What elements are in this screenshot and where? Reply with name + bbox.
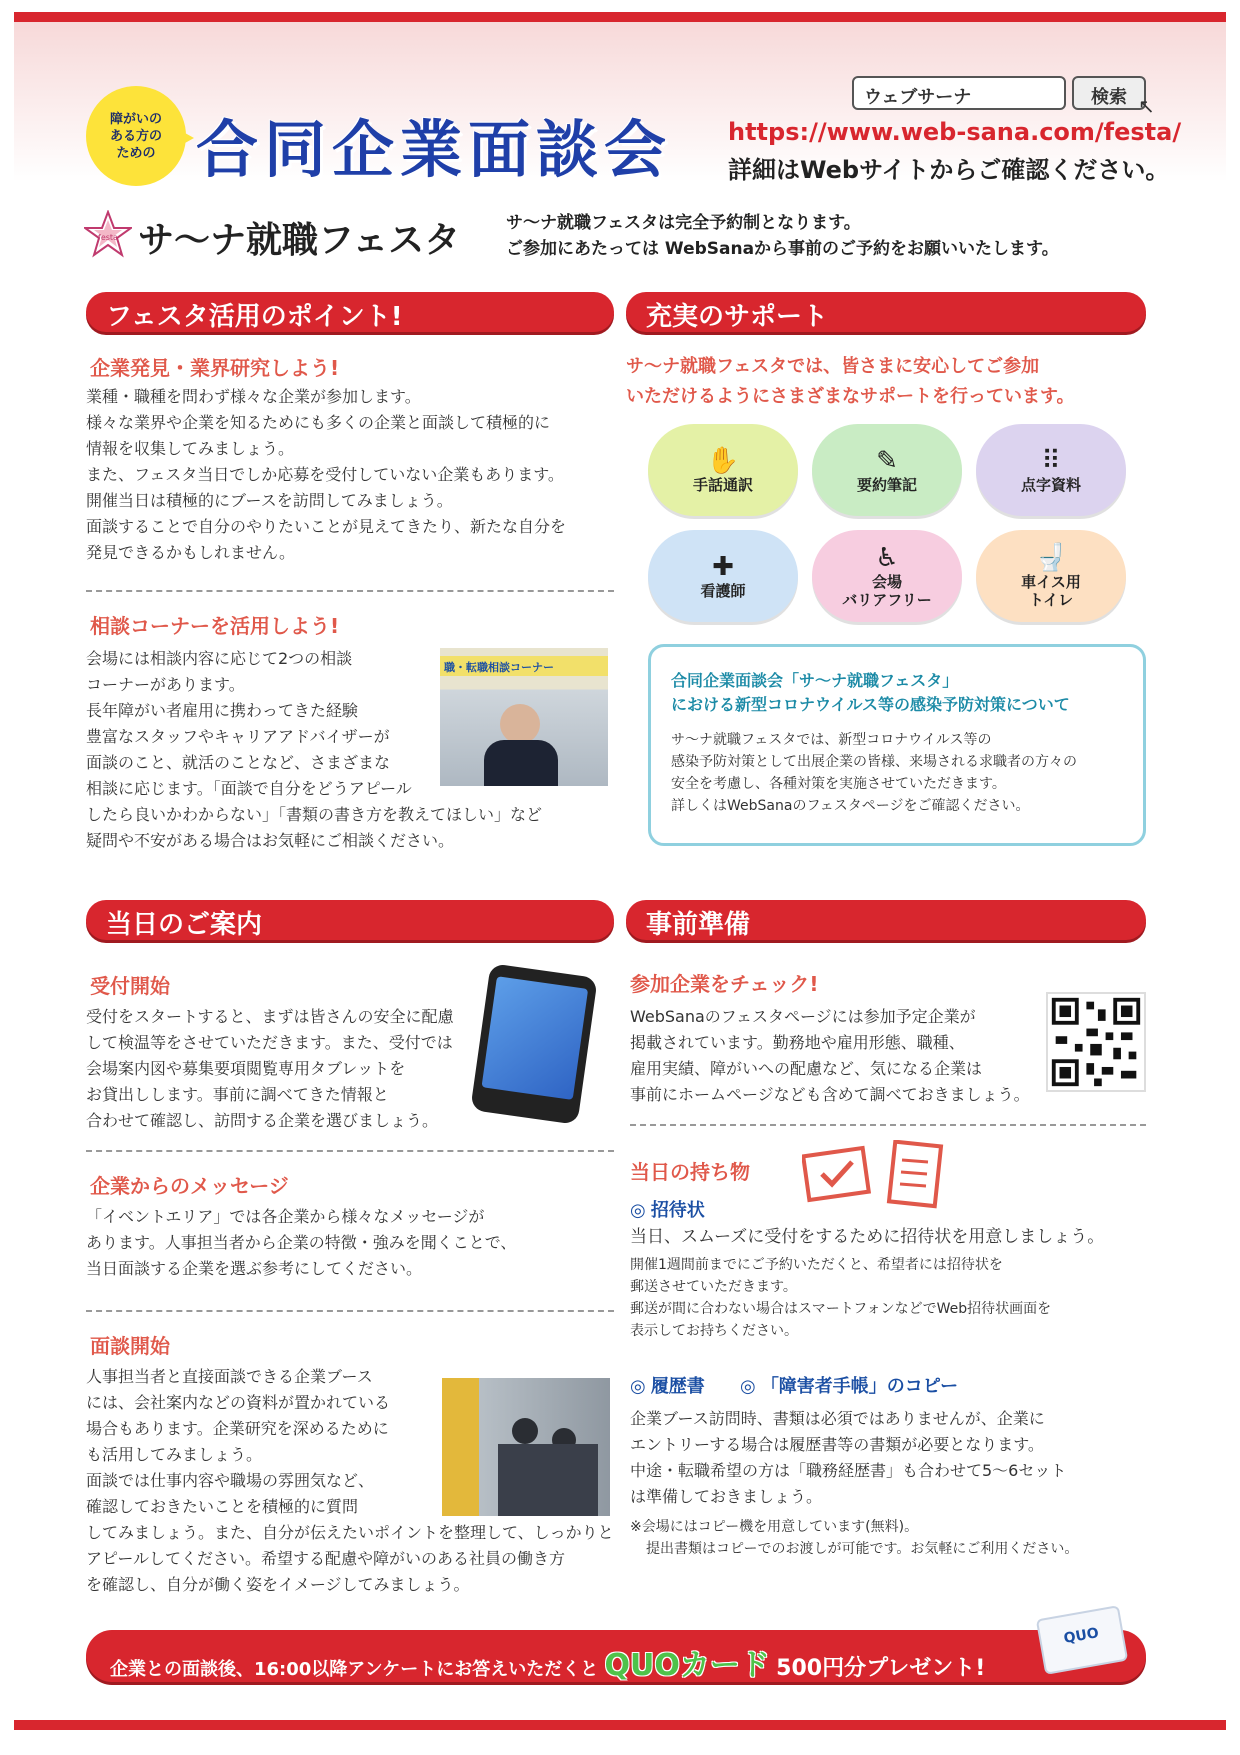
- toilet-icon: 🚽: [1034, 543, 1068, 573]
- support-sign-language: [648, 424, 798, 516]
- copy-machine-note: [630, 1516, 1146, 1560]
- text-line: は準備しておきましょう。: [630, 1487, 823, 1506]
- prep-subheading-2: 当日の持ち物: [630, 1160, 750, 1184]
- text-line: 面談することで自分のやりたいことが見えてきたり、新たな自分を: [86, 517, 567, 536]
- dayof-subheading-1: 受付開始: [90, 974, 170, 998]
- divider: [86, 1310, 614, 1312]
- points-body-1: [86, 384, 626, 566]
- text-line: 郵送が間に合わない場合はスマートフォンなどでWeb招待状画面を: [630, 1301, 1052, 1317]
- wheelchair-icon: ♿: [875, 543, 899, 573]
- text-line: してみましょう。また、自分が伝えたいポイントを整理して、しっかりと: [86, 1523, 614, 1542]
- text-line: 確認しておきたいことを積極的に質問: [86, 1497, 359, 1516]
- tablet-screen: [481, 976, 588, 1100]
- target-audience-bubble: [86, 86, 186, 186]
- support-toilet: [976, 530, 1126, 622]
- text-line: 郵送させていただきます。: [630, 1279, 797, 1295]
- text-line: 当日面談する企業を選ぶ参考にしてください。: [86, 1259, 423, 1278]
- text-line: 長年障がい者雇用に携わってきた経験: [86, 701, 358, 720]
- bubble-text: 障がいの ある方の ための: [109, 111, 162, 161]
- braille-icon: ⠿: [1041, 446, 1061, 476]
- covid-body: [671, 729, 1123, 817]
- cursor-icon: ↖: [1138, 94, 1155, 118]
- text-line: 面談のこと、就活のことなど、さまざまな: [86, 753, 391, 772]
- intro-line-1: サ〜ナ就職フェスタは完全予約制となります。: [506, 213, 861, 233]
- quo-card-label: QUOカード: [604, 1648, 770, 1683]
- text-line: には、会社案内などの資料が置かれている: [86, 1393, 391, 1412]
- text-line: 会場には相談内容に応じて2つの相談: [86, 649, 353, 668]
- present-label: 500円分プレゼント!: [776, 1656, 986, 1681]
- dayof-body-2: [86, 1204, 626, 1282]
- text-line: 提出書類はコピーでのお渡しが可能です。お気軽にご利用ください。: [646, 1541, 1079, 1557]
- text-line: 情報を収集してみましょう。: [86, 439, 295, 458]
- resume-bullet: [630, 1372, 705, 1398]
- text-line: コーナーがあります。: [86, 675, 245, 694]
- support-label: 車イス用 トイレ: [1021, 573, 1081, 609]
- text-line: あります。人事担当者から企業の特徴・強みを聞くことで、: [86, 1233, 517, 1252]
- support-label: 会場 バリアフリー: [842, 573, 932, 609]
- certificate-copy-bullet: [740, 1372, 958, 1398]
- text-line: 企業ブース訪問時、書類は必須ではありませんが、企業に: [630, 1409, 1045, 1428]
- documents-body: [630, 1406, 1146, 1510]
- prep-subheading-1: 参加企業をチェック!: [630, 972, 819, 996]
- tablet-icon: [470, 963, 598, 1125]
- divider: [86, 1150, 614, 1152]
- support-label: 要約筆記: [856, 476, 917, 494]
- text-line: 中途・転職希望の方は「職務経歴書」も合わせて5〜6セット: [630, 1461, 1067, 1480]
- text-line: 人事担当者と直接面談できる企業ブース: [86, 1367, 373, 1386]
- quo-card-icon: QUO: [1036, 1605, 1128, 1675]
- covid-title: における新型コロナウイルス等の感染予防対策について: [671, 695, 1070, 714]
- text-line: 安全を考慮し、各種対策を実施させていただきます。: [671, 776, 1006, 792]
- bottom-border-bar: [14, 1720, 1226, 1730]
- search-input[interactable]: ウェブサーナ: [852, 76, 1066, 110]
- text-line: サ〜ナ就職フェスタでは、新型コロナウイルス等の: [671, 732, 992, 748]
- text-line: エントリーする場合は履歴書等の書類が必要となります。: [630, 1435, 1044, 1454]
- support-braille: [976, 424, 1126, 516]
- text-line: 感染予防対策として出展企業の皆様、来場される求職者の方々の: [671, 754, 1077, 770]
- page-title: 合同企業面談会: [196, 113, 673, 186]
- text-line: 会場案内図や募集要項閲覧専用タブレットを: [86, 1059, 406, 1078]
- person-body: [484, 740, 558, 786]
- website-note: 詳細はWebサイトからご確認ください。: [728, 156, 1170, 184]
- text-line: 面談では仕事内容や職場の雰囲気など、: [86, 1471, 375, 1490]
- festa-logo-icon: [84, 210, 132, 258]
- text-line: 様々な業界や企業を知るためにも多くの企業と面談して積極的に: [86, 413, 551, 432]
- dayof-body-1: [86, 1004, 486, 1134]
- bullet-label: 「障害者手帳」のコピー: [760, 1376, 959, 1397]
- banner-text: 企業との面談後、16:00以降アンケートにお答えいただくと: [110, 1659, 599, 1680]
- interview-photo: [442, 1378, 610, 1516]
- dayof-subheading-2: 企業からのメッセージ: [90, 1174, 289, 1198]
- text-line: して検温等をさせていただきます。また、受付では: [86, 1033, 453, 1052]
- bullet-label: 招待状: [650, 1200, 705, 1221]
- support-label: 看護師: [700, 582, 746, 600]
- text-line: 開催1週間前までにご予約いただくと、希望者には招待状を: [630, 1257, 1003, 1273]
- text-line: 疑問や不安がある場合はお気軽にご相談ください。: [86, 831, 455, 850]
- invitation-details: [630, 1254, 1140, 1342]
- section-heading-support: 充実のサポート: [626, 292, 1146, 332]
- logo-mark-text: festa: [98, 233, 118, 242]
- text-line: 表示してお持ちください。: [630, 1323, 798, 1339]
- pen-icon: ✎: [876, 446, 898, 476]
- quo-card-banner: [86, 1630, 1146, 1682]
- text-line: も活用してみましょう。: [86, 1445, 263, 1464]
- dayof-subheading-3: 面談開始: [90, 1334, 170, 1358]
- covid-notice-box: [648, 644, 1146, 846]
- text-line: 開催当日は積極的にブースを訪問してみましょう。: [86, 491, 453, 510]
- text-line: 受付をスタートすると、まずは皆さんの安全に配慮: [86, 1007, 454, 1026]
- hand-icon: ✋: [706, 446, 740, 476]
- invitation-bullet: [630, 1196, 705, 1222]
- prep-body-1: [630, 1004, 1040, 1108]
- website-url[interactable]: https://www.web-sana.com/festa/: [728, 118, 1182, 146]
- text-line: 豊富なスタッフやキャリアアドバイザーが: [86, 727, 390, 746]
- intro-line-2: ご参加にあたっては WebSanaから事前のご予約をお願いいたします。: [506, 239, 1059, 259]
- text-line: 雇用実績、障がいへの配慮など、気になる企業は: [630, 1059, 983, 1078]
- top-border-bar: [14, 12, 1226, 22]
- points-subheading-1: 企業発見・業界研究しよう!: [90, 356, 340, 380]
- support-label: 点字資料: [1020, 476, 1081, 494]
- search-button[interactable]: 検索: [1072, 76, 1146, 110]
- text-line: ※会場にはコピー機を用意しています(無料)。: [630, 1519, 919, 1535]
- person-head: [512, 1418, 538, 1444]
- document-icon: [884, 1140, 948, 1210]
- people-group: [498, 1444, 598, 1516]
- text-line: 詳しくはWebSanaのフェスタページをご確認ください。: [671, 798, 1030, 814]
- circle-bullet-icon: ◎: [630, 1200, 646, 1221]
- text-line: 掲載されています。勤務地や雇用形態、職種、: [630, 1033, 965, 1052]
- support-lead: [626, 352, 1075, 412]
- text-line: WebSanaのフェスタページには参加予定企業が: [630, 1007, 976, 1026]
- section-heading-dayof: 当日のご案内: [86, 900, 614, 940]
- text-line: 事前にホームページなども含めて調べておきましょう。: [630, 1085, 1030, 1104]
- text-line: 合わせて確認し、訪問する企業を選びましょう。: [86, 1111, 439, 1130]
- text-line: 相談に応じます。「面談で自分をどうアピール: [86, 779, 412, 798]
- points-subheading-2: 相談コーナーを活用しよう!: [90, 614, 340, 638]
- hospital-icon: ✚: [712, 552, 734, 582]
- text-line: 業種・職種を問わず様々な企業が参加します。: [86, 387, 421, 406]
- bubble-tail: [176, 128, 194, 148]
- checklist-icon: [802, 1144, 872, 1204]
- circle-bullet-icon: ◎: [630, 1376, 646, 1397]
- divider: [86, 590, 614, 592]
- text-line: アピールしてください。希望する配慮や障がいのある社員の働き方: [86, 1549, 566, 1568]
- section-heading-prep: 事前準備: [626, 900, 1146, 940]
- qr-code-icon[interactable]: [1046, 992, 1146, 1092]
- text-line: 「イベントエリア」では各企業から様々なメッセージが: [86, 1207, 485, 1226]
- divider: [630, 1124, 1146, 1126]
- invitation-lead: 当日、スムーズに受付をするために招待状を用意しましょう。: [630, 1227, 1105, 1247]
- text-line: 場合もあります。企業研究を深めるために: [86, 1419, 389, 1438]
- support-summary-writing: [812, 424, 962, 516]
- support-barrier-free: [812, 530, 962, 622]
- text-line: また、フェスタ当日でしか応募を受付していない企業もあります。: [86, 465, 564, 484]
- support-label: 手話通訳: [692, 476, 753, 494]
- consultation-photo: [440, 648, 608, 786]
- section-heading-points: フェスタ活用のポイント!: [86, 292, 614, 332]
- text-line: したら良いかわからない」「書類の書き方を教えてほしい」など: [86, 805, 543, 824]
- support-lead-line: いただけるようにさまざまなサポートを行っています。: [626, 386, 1075, 407]
- circle-bullet-icon: ◎: [740, 1376, 756, 1397]
- text-line: を確認し、自分が働く姿をイメージしてみましょう。: [86, 1575, 470, 1594]
- person-head: [500, 704, 540, 744]
- support-lead-line: サ〜ナ就職フェスタでは、皆さまに安心してご参加: [626, 356, 1040, 377]
- text-line: 発見できるかもしれません。: [86, 543, 295, 562]
- support-nurse: [648, 530, 798, 622]
- bullet-label: 履歴書: [650, 1376, 705, 1397]
- photo-sign: 職・転職相談コーナー: [440, 656, 608, 676]
- text-line: お貸出しします。事前に調べてきた情報と: [86, 1085, 389, 1104]
- event-name: サ〜ナ就職フェスタ: [138, 220, 461, 261]
- covid-title: 合同企業面談会「サ〜ナ就職フェスタ」: [671, 671, 959, 690]
